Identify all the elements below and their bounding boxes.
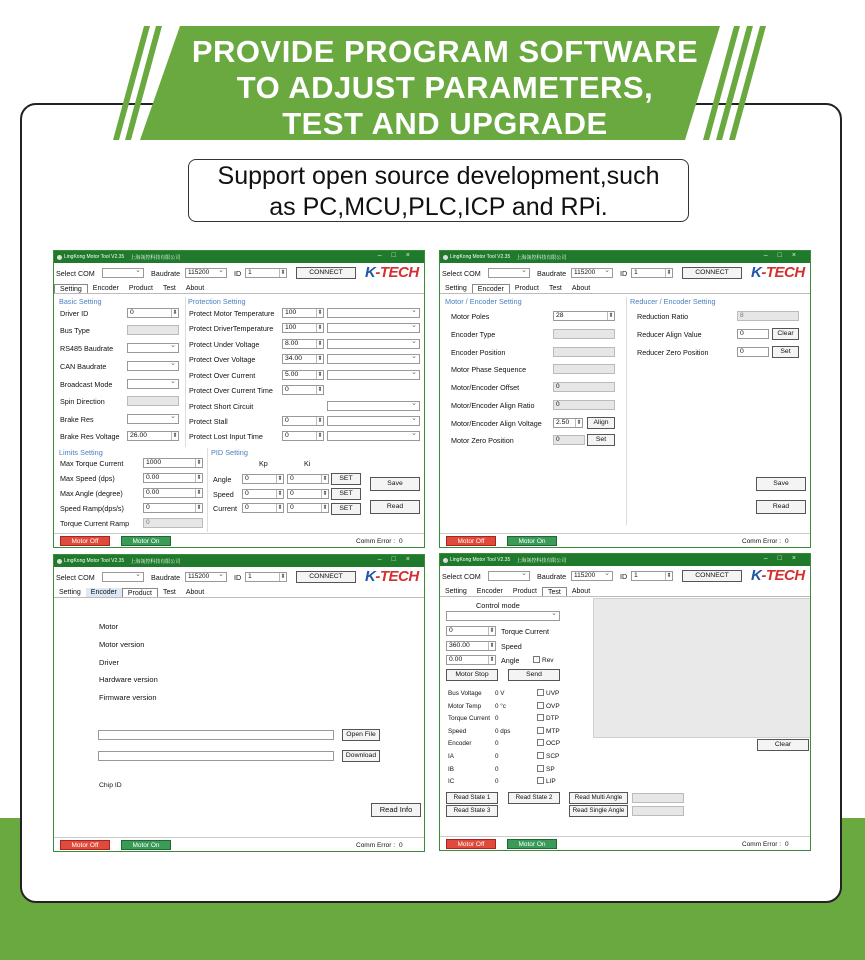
save-button[interactable]: Save xyxy=(370,477,420,491)
tab-product[interactable]: Product xyxy=(514,285,539,292)
reading-value: 0 xyxy=(495,753,499,760)
chip-id-label: Chip ID xyxy=(99,782,122,789)
fault-flag-checkbox[interactable]: SP xyxy=(537,765,555,774)
bus-type-select xyxy=(127,325,179,335)
bus-type-label: Bus Type xyxy=(60,326,90,335)
torque-ramp-label: Torque Current Ramp xyxy=(60,519,130,528)
encoder-offset-field: 0 xyxy=(553,382,615,392)
reducer-zero-set-button[interactable]: Set xyxy=(772,346,799,358)
status-bar xyxy=(54,837,424,851)
speed-label: Speed xyxy=(501,642,522,651)
fault-flag-checkbox[interactable]: SCP xyxy=(537,752,559,761)
titlebar xyxy=(440,554,810,566)
company-name: 上海瓴控科技有限公司 xyxy=(130,558,181,565)
protect-over-current-select[interactable] xyxy=(327,370,420,380)
driver-info-label: Driver xyxy=(99,658,119,667)
pid-current-ki[interactable]: 0 ⬍ xyxy=(287,503,329,513)
torque-current-spinner[interactable]: 0 ⬍ xyxy=(446,626,496,636)
save-button[interactable]: Save xyxy=(756,477,806,491)
window-product xyxy=(53,554,425,852)
reducer-zero-label: Reducer Zero Position xyxy=(637,348,709,357)
titlebar xyxy=(54,555,424,567)
protect-motor-temp-spinner[interactable]: 100 ⬍ xyxy=(282,308,324,318)
app-icon xyxy=(57,255,62,260)
window-controls[interactable]: –□× xyxy=(763,252,806,259)
reducer-align-value-field[interactable]: 0 xyxy=(737,329,769,339)
multi-angle-field xyxy=(632,793,684,803)
read-multi-angle-button[interactable]: Read Multi Angle xyxy=(569,792,628,804)
reading-label: Torque Current xyxy=(448,715,490,723)
tab-encoder[interactable]: Encoder xyxy=(86,588,122,597)
basic-setting-title: Basic Setting xyxy=(59,297,102,306)
baudrate-select[interactable]: 115200 ⌄ xyxy=(571,268,613,278)
download-path-field[interactable] xyxy=(98,751,334,761)
protect-over-current-label: Protect Over Current xyxy=(189,371,256,380)
select-com-label: Select COM xyxy=(56,269,95,278)
pid-angle-set-button[interactable]: SET xyxy=(331,473,361,485)
protect-over-current-spinner[interactable]: 5.00 ⬍ xyxy=(282,370,324,380)
protect-motor-temp-select[interactable] xyxy=(327,308,420,318)
reading-value: 0 V xyxy=(495,690,505,697)
protect-over-current-time-spinner[interactable]: 0 ⬍ xyxy=(282,385,324,395)
baudrate-label: Baudrate xyxy=(151,269,181,278)
comm-error-value: 0 xyxy=(785,538,789,545)
reading-value: 0 xyxy=(495,778,499,786)
tab-encoder[interactable]: Encoder xyxy=(476,588,503,595)
tab-setting[interactable]: Setting xyxy=(59,589,81,596)
tab-divider xyxy=(440,293,810,294)
motor-off-button[interactable]: Motor Off xyxy=(446,536,496,546)
reading-label: Bus Voltage xyxy=(448,690,482,697)
titlebar xyxy=(54,251,424,263)
baudrate-select[interactable]: 115200 ⌄ xyxy=(185,572,227,582)
protect-lost-input-select[interactable] xyxy=(327,431,420,441)
window-title: LingKong Motor Tool V2.35 xyxy=(450,557,511,563)
comm-error-value: 0 xyxy=(399,538,403,545)
banner-line-2: TO ADJUST PARAMETERS, xyxy=(236,70,654,105)
comm-error-value: 0 xyxy=(785,841,789,848)
read-single-angle-button[interactable]: Read Single Angle xyxy=(569,805,628,817)
connect-button[interactable]: CONNECT xyxy=(296,571,356,583)
tab-product[interactable]: Product xyxy=(122,588,158,597)
select-com-label: Select COM xyxy=(442,269,481,278)
torque-ramp-field: 0 xyxy=(143,518,203,528)
tab-about[interactable]: About xyxy=(185,285,205,292)
fault-flag-checkbox[interactable]: MTP xyxy=(537,727,560,736)
clear-plot-button[interactable]: Clear xyxy=(757,739,809,751)
reducer-zero-field[interactable]: 0 xyxy=(737,347,769,357)
protect-stall-label: Protect Stall xyxy=(189,417,228,426)
speed-ramp-label: Speed Ramp(dps/s) xyxy=(60,504,124,513)
pid-speed-kp[interactable]: 0 ⬍ xyxy=(242,489,284,499)
company-name: 上海瓴控科技有限公司 xyxy=(516,254,567,261)
motor-off-button[interactable]: Motor Off xyxy=(60,536,110,546)
app-icon xyxy=(443,255,448,260)
motor-zero-position-field: 0 xyxy=(553,435,585,445)
connect-button[interactable]: CONNECT xyxy=(296,267,356,279)
reduction-ratio-label: Reduction Ratio xyxy=(637,312,689,321)
driver-id-label: Driver ID xyxy=(60,309,89,318)
can-baudrate-label: CAN Baudrate xyxy=(60,362,107,371)
reading-label: IC xyxy=(448,778,455,786)
pid-speed-ki[interactable]: 0 ⬍ xyxy=(287,489,329,499)
comm-error-label: Comm Error : xyxy=(356,538,395,545)
pid-angle-kp[interactable]: 0 ⬍ xyxy=(242,474,284,484)
angle-spinner[interactable]: 0.00 ⬍ xyxy=(446,655,496,665)
read-button[interactable]: Read xyxy=(756,500,806,514)
reducer-encoder-title: Reducer / Encoder Setting xyxy=(630,297,716,306)
protect-lost-input-label: Protect Lost Input Time xyxy=(189,432,263,441)
baudrate-select[interactable]: 115200 ⌄ xyxy=(185,268,227,278)
com-select[interactable] xyxy=(488,571,530,581)
broadcast-label: Broadcast Mode xyxy=(60,380,113,389)
reading-label: Encoder xyxy=(448,740,472,748)
rs485-select[interactable] xyxy=(127,343,179,353)
protect-under-voltage-select[interactable] xyxy=(327,339,420,349)
phase-sequence-label: Motor Phase Sequence xyxy=(451,365,527,374)
motor-version-label: Motor version xyxy=(99,640,145,649)
support-line-1: Support open source development,such xyxy=(217,162,660,190)
select-com-label: Select COM xyxy=(442,572,481,581)
pid-speed-set-button[interactable]: SET xyxy=(331,488,361,500)
protect-short-circuit-label: Protect Short Circuit xyxy=(189,402,254,411)
download-button[interactable]: Download xyxy=(342,750,380,762)
pid-current-set-button[interactable]: SET xyxy=(331,503,361,515)
protect-under-voltage-spinner[interactable]: 8.00 ⬍ xyxy=(282,339,324,349)
window-test xyxy=(439,553,811,851)
id-spinner[interactable]: 1 ⬍ xyxy=(631,571,673,581)
motor-on-button[interactable]: Motor On xyxy=(121,840,171,850)
control-mode-select[interactable] xyxy=(446,611,560,621)
tab-product[interactable]: Product xyxy=(512,588,537,595)
max-torque-label: Max Torque Current xyxy=(60,459,124,468)
com-select[interactable] xyxy=(488,268,530,278)
window-title: LingKong Motor Tool V2.35 xyxy=(450,254,511,260)
protect-over-voltage-select[interactable] xyxy=(327,354,420,364)
tab-bar xyxy=(54,284,209,293)
com-select[interactable] xyxy=(102,572,144,582)
select-com-label: Select COM xyxy=(56,573,95,582)
window-title: LingKong Motor Tool V2.35 xyxy=(64,254,125,260)
tab-bar xyxy=(440,284,595,293)
baudrate-select[interactable]: 115200 ⌄ xyxy=(571,571,613,581)
encoder-type-field xyxy=(553,329,615,339)
protect-short-circuit-select[interactable] xyxy=(327,401,420,411)
limits-setting-title: Limits Setting xyxy=(59,448,103,457)
column-divider-2 xyxy=(207,448,208,532)
phase-sequence-field xyxy=(553,364,615,374)
max-angle-spinner[interactable]: 0.00 ⬍ xyxy=(143,488,203,498)
tab-divider xyxy=(440,596,810,597)
motor-poles-spinner[interactable]: 28 ⬍ xyxy=(553,311,615,321)
motor-encoder-title: Motor / Encoder Setting xyxy=(445,297,522,306)
tab-encoder[interactable]: Encoder xyxy=(92,285,119,292)
read-state-1-button[interactable]: Read State 1 xyxy=(446,792,498,804)
pid-current-kp[interactable]: 0 ⬍ xyxy=(242,503,284,513)
ktech-logo: K-TECH xyxy=(751,567,805,584)
window-encoder xyxy=(439,250,811,548)
id-label: ID xyxy=(620,269,628,278)
tab-setting[interactable]: Setting xyxy=(54,284,88,293)
tab-bar xyxy=(440,587,595,596)
app-icon xyxy=(443,558,448,563)
reading-value: 0 dps xyxy=(495,727,511,735)
brake-res-label: Brake Res xyxy=(60,415,94,424)
motor-off-button[interactable]: Motor Off xyxy=(446,839,496,849)
reading-value: 0 xyxy=(495,765,499,773)
titlebar xyxy=(440,251,810,263)
align-voltage-spinner[interactable]: 2.50 ⬍ xyxy=(553,418,583,428)
window-title: LingKong Motor Tool V2.35 xyxy=(64,558,125,564)
tab-product[interactable]: Product xyxy=(128,285,153,292)
com-select[interactable] xyxy=(102,268,144,278)
align-ratio-label: Motor/Encoder Align Ratio xyxy=(451,401,535,410)
id-spinner[interactable]: 1 ⬍ xyxy=(245,268,287,278)
tab-divider xyxy=(54,293,424,294)
kp-header: Kp xyxy=(259,459,268,468)
speed-ramp-spinner[interactable]: 0 ⬍ xyxy=(143,503,203,513)
protection-setting-title: Protection Setting xyxy=(188,297,246,306)
tab-about[interactable]: About xyxy=(571,588,591,595)
window-controls[interactable]: –□× xyxy=(377,556,420,563)
window-controls[interactable]: –□× xyxy=(763,555,806,562)
control-mode-label: Control mode xyxy=(476,601,520,610)
baudrate-label: Baudrate xyxy=(151,573,181,582)
file-path-field[interactable] xyxy=(98,730,334,740)
company-name: 上海瓴控科技有限公司 xyxy=(516,557,567,564)
max-torque-spinner[interactable]: 1000 ⬍ xyxy=(143,458,203,468)
comm-error-label: Comm Error : xyxy=(742,538,781,545)
window-setting xyxy=(53,250,425,548)
reducer-align-value-label: Reducer Align Value xyxy=(637,330,702,339)
tab-about[interactable]: About xyxy=(185,589,205,596)
protect-over-voltage-label: Protect Over Voltage xyxy=(189,355,256,364)
rev-checkbox[interactable]: Rev xyxy=(533,656,554,665)
read-state-2-button[interactable]: Read State 2 xyxy=(508,792,560,804)
encoder-offset-label: Motor/Encoder Offset xyxy=(451,383,520,392)
fault-flag-checkbox[interactable]: LIP xyxy=(537,777,556,786)
brake-res-voltage-label: Brake Res Voltage xyxy=(60,432,120,441)
motor-zero-position-label: Motor Zero Position xyxy=(451,436,514,445)
tab-bar xyxy=(54,588,209,597)
max-speed-label: Max Speed (dps) xyxy=(60,474,115,483)
speed-spinner[interactable]: 360.00 ⬍ xyxy=(446,641,496,651)
read-info-button[interactable]: Read Info xyxy=(371,803,421,817)
tab-setting[interactable]: Setting xyxy=(445,285,467,292)
protect-under-voltage-label: Protect Under Voltage xyxy=(189,340,260,349)
reading-label: Motor Temp xyxy=(448,702,482,710)
status-bar xyxy=(440,533,810,547)
protect-driver-temp-label: Protect DriverTemperature xyxy=(189,324,274,333)
motor-zero-set-button[interactable]: Set xyxy=(587,434,615,446)
motor-off-button[interactable]: Motor Off xyxy=(60,840,110,850)
comm-error-label: Comm Error : xyxy=(742,841,781,848)
torque-current-label: Torque Current xyxy=(501,627,549,636)
fault-flag-checkbox[interactable]: DTP xyxy=(537,714,559,723)
tab-test[interactable]: Test xyxy=(542,587,567,596)
broadcast-select[interactable] xyxy=(127,379,179,389)
reading-label: IB xyxy=(448,765,454,773)
protect-over-current-time-label: Protect Over Current Time xyxy=(189,386,273,395)
pid-angle-label: Angle xyxy=(213,475,232,484)
reading-label: IA xyxy=(448,753,454,760)
company-name: 上海瓴控科技有限公司 xyxy=(130,254,181,261)
send-button[interactable]: Send xyxy=(508,669,560,681)
tab-test[interactable]: Test xyxy=(163,589,176,596)
tab-test[interactable]: Test xyxy=(163,285,176,292)
id-label: ID xyxy=(234,573,242,582)
reading-value: 0 xyxy=(495,740,499,748)
ktech-logo: K-TECH xyxy=(751,264,805,281)
banner-headline xyxy=(170,34,720,142)
encoder-type-label: Encoder Type xyxy=(451,330,496,339)
reading-label: Speed xyxy=(448,727,467,735)
column-divider xyxy=(185,297,186,447)
comm-error-label: Comm Error : xyxy=(356,842,395,849)
read-state-3-button[interactable]: Read State 3 xyxy=(446,805,498,817)
single-angle-field xyxy=(632,806,684,816)
support-callout xyxy=(188,159,689,222)
align-voltage-label: Motor/Encoder Align Voltage xyxy=(451,419,542,428)
fault-flag-checkbox[interactable]: OCP xyxy=(537,739,560,748)
reading-value: 0 °c xyxy=(495,702,506,710)
banner-line-3: TEST AND UPGRADE xyxy=(282,106,608,141)
protect-motor-temp-label: Protect Motor Temperature xyxy=(189,309,275,318)
id-label: ID xyxy=(234,269,242,278)
support-line-2: as PC,MCU,PLC,ICP and RPi. xyxy=(269,193,608,221)
status-bar xyxy=(54,533,424,547)
open-file-button[interactable]: Open File xyxy=(342,729,380,741)
rs485-label: RS485 Baudrate xyxy=(60,344,114,353)
column-divider xyxy=(626,297,627,525)
protect-lost-input-spinner[interactable]: 0 ⬍ xyxy=(282,431,324,441)
protect-driver-temp-select[interactable] xyxy=(327,323,420,333)
ktech-logo: K-TECH xyxy=(365,568,419,585)
id-spinner[interactable]: 1 ⬍ xyxy=(631,268,673,278)
plot-area xyxy=(593,598,811,738)
status-bar xyxy=(440,836,810,850)
max-angle-label: Max Angle (degree) xyxy=(60,489,123,498)
pid-angle-ki[interactable]: 0 ⬍ xyxy=(287,474,329,484)
can-baudrate-select[interactable] xyxy=(127,361,179,371)
firmware-version-label: Firmware version xyxy=(99,693,157,702)
app-icon xyxy=(57,559,62,564)
reduction-ratio-field: 8 xyxy=(737,311,799,321)
motor-poles-label: Motor Poles xyxy=(451,312,490,321)
banner-line-1: PROVIDE PROGRAM SOFTWARE xyxy=(191,34,699,69)
brake-res-voltage-spinner[interactable]: 26.00 ⬍ xyxy=(127,431,179,441)
tab-encoder[interactable]: Encoder xyxy=(472,284,510,293)
pid-current-label: Current xyxy=(213,504,237,513)
encoder-position-field xyxy=(553,347,615,357)
protect-over-voltage-spinner[interactable]: 34.00 ⬍ xyxy=(282,354,324,364)
align-button[interactable]: Align xyxy=(587,417,615,429)
spin-direction-select xyxy=(127,396,179,406)
reducer-clear-button[interactable]: Clear xyxy=(772,328,799,340)
protect-stall-spinner[interactable]: 0 ⬍ xyxy=(282,416,324,426)
connect-button[interactable]: CONNECT xyxy=(682,267,742,279)
window-controls[interactable]: –□× xyxy=(377,252,420,259)
motor-on-button[interactable]: Motor On xyxy=(507,536,557,546)
brake-res-select[interactable] xyxy=(127,414,179,424)
align-ratio-field: 0 xyxy=(553,400,615,410)
protect-stall-select[interactable] xyxy=(327,416,420,426)
baudrate-label: Baudrate xyxy=(537,572,567,581)
motor-on-button[interactable]: Motor On xyxy=(507,839,557,849)
read-button[interactable]: Read xyxy=(370,500,420,514)
angle-label: Angle xyxy=(501,656,520,665)
encoder-position-label: Encoder Position xyxy=(451,348,506,357)
fault-flag-checkbox[interactable]: UVP xyxy=(537,689,559,698)
hardware-version-label: Hardware version xyxy=(99,675,158,684)
tab-setting[interactable]: Setting xyxy=(445,588,467,595)
motor-stop-button[interactable]: Motor Stop xyxy=(446,669,498,681)
pid-setting-title: PID Setting xyxy=(211,448,248,457)
spin-direction-label: Spin Direction xyxy=(60,397,105,406)
ki-header: Ki xyxy=(304,459,311,468)
motor-on-button[interactable]: Motor On xyxy=(121,536,171,546)
motor-info-label: Motor xyxy=(99,622,119,631)
max-speed-spinner[interactable]: 0.00 ⬍ xyxy=(143,473,203,483)
comm-error-value: 0 xyxy=(399,842,403,849)
tab-test[interactable]: Test xyxy=(549,285,562,292)
connect-button[interactable]: CONNECT xyxy=(682,570,742,582)
reading-value: 0 xyxy=(495,715,499,723)
ktech-logo: K-TECH xyxy=(365,264,419,281)
driver-id-spinner[interactable]: 0 ⬍ xyxy=(127,308,179,318)
baudrate-label: Baudrate xyxy=(537,269,567,278)
id-spinner[interactable]: 1 ⬍ xyxy=(245,572,287,582)
tab-divider xyxy=(54,597,424,598)
id-label: ID xyxy=(620,572,628,581)
pid-speed-label: Speed xyxy=(213,490,234,499)
fault-flag-checkbox[interactable]: OVP xyxy=(537,702,560,711)
tab-about[interactable]: About xyxy=(571,285,591,292)
protect-driver-temp-spinner[interactable]: 100 ⬍ xyxy=(282,323,324,333)
